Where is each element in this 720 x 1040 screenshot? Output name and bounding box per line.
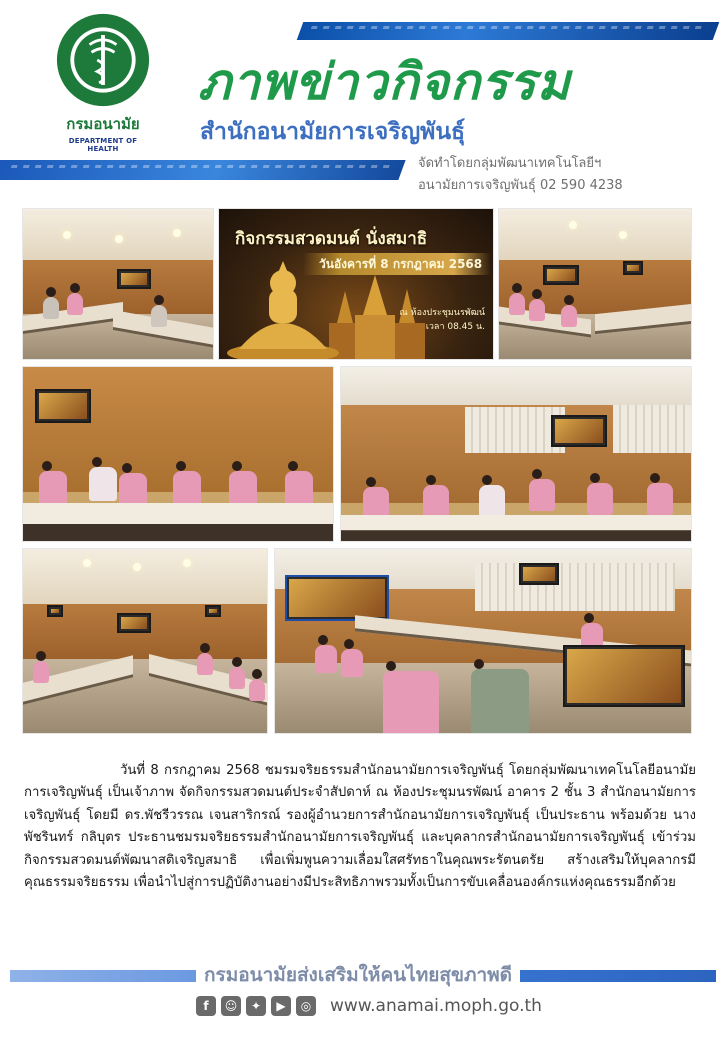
facebook-icon[interactable]: f [196, 996, 216, 1016]
activity-photo-5 [22, 548, 268, 734]
header-mid-stripe [0, 160, 406, 180]
youtube-icon[interactable]: ▶ [271, 996, 291, 1016]
poster-place: ณ ห้องประชุมนรพัฒน์ [399, 308, 485, 318]
article-body: วันที่ 8 กรกฎาคม 2568 ชมรมจริยธรรมสำนักอนามัยการเจริญพันธุ์ โดยกลุ่มพัฒนาเทคโนโลยีอนามัยการเจริญพันธุ์ เป็นเจ้าภาพ จัดกิจกรรมสวดมนต์ประจำสัปดาห์ ณ ห้องประชุมนรพัฒน์ อาคาร 2 ชั้น 3 สำนักอนามัยการเจริญพันธุ์ โดยมี ดร.พัชรีวรรณ เจนสาริกรณ์ รองผู้อำนวยการสำนักอนามัยการเจริญพันธุ์ เป็นประธาน พร้อมด้วย นางพัชรินทร์ กลิบุตร ประธานชมรมจริยธรรมสำนักอนามัยการเจริญพันธุ์ และบุคลากรสำนักอนามัยการเจริญพันธุ์ เข้าร่วมกิจกรรมสวดมนต์พัฒนาสติเจริญสมาธิ เพื่อเพิ่มพูนความเลื่อมใสศรัทธาในคุณพระรัตนตรัย สร้างเสริมให้บุคลากรมีคุณธรรมจริยธรรม เพื่อนำไปสู่การปฏิบัติงานอย่างมีประสิทธิภาพรวมทั้งเป็นการขับเคลื่อนองค์กรแห่งคุณธรรมอีกด้วย [24, 763, 696, 891]
poster-date: วันอังคารที่ 8 กรกฎาคม 2568 [303, 253, 491, 275]
poster-time: เวลา 08.45 น. [425, 322, 485, 332]
activity-photo-3 [22, 366, 334, 542]
contact-phone-text: อนามัยการเจริญพันธุ์ 02 590 4238 [418, 178, 623, 193]
poster-title: กิจกรรมสวดมนต์ นั่งสมาธิ [235, 229, 428, 249]
buddha-statue-icon [223, 257, 343, 360]
twitter-icon[interactable]: ✦ [246, 996, 266, 1016]
ministry-seal-icon [55, 12, 151, 108]
social-icons [196, 996, 316, 1016]
activity-photo-1 [22, 208, 214, 360]
activity-photo-2 [498, 208, 692, 360]
page-subtitle: สำนักอนามัยการเจริญพันธุ์ [200, 119, 466, 145]
header-top-stripe [297, 22, 720, 40]
footer-slogan: กรมอนามัยส่งเสริมให้คนไทยสุขภาพดี [196, 960, 520, 990]
line-icon[interactable]: ☺ [221, 996, 241, 1016]
activity-photo-4 [340, 366, 692, 542]
website-icon[interactable]: ◎ [296, 996, 316, 1016]
prepared-by-text: จัดทำโดยกลุ่มพัฒนาเทคโนโลยีฯ [418, 156, 602, 171]
activity-poster [218, 208, 494, 360]
activity-photo-6 [274, 548, 692, 734]
logo-caption-en: DEPARTMENT OF HEALTH [68, 137, 138, 153]
department-logo [52, 12, 154, 153]
website-link[interactable]: www.anamai.moph.go.th [330, 996, 542, 1016]
page-title: ภาพข่าวกิจกรรม [198, 53, 571, 111]
logo-caption: กรมอนามัย [66, 115, 140, 133]
